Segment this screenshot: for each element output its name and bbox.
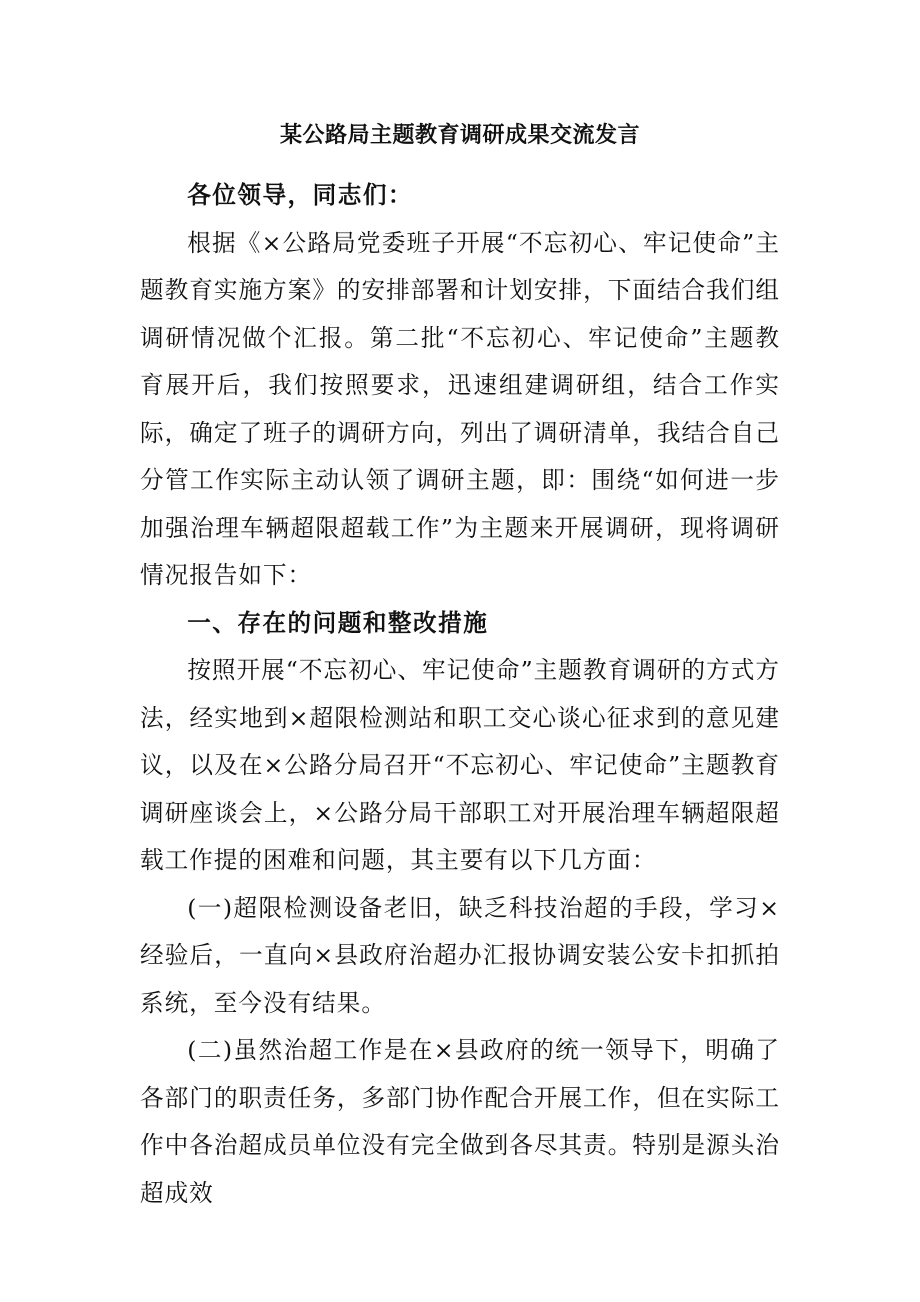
salutation: 各位领导，同志们： [187,181,414,209]
paragraph-intro: 根据《×公路局党委班子开展“不忘初心、牢记使命”主题教育实施方案》的安排部署和计划安排，下面结合我们组调研情况做个汇报。第二批“不忘初心、牢记使命”主题教育展开后，我们按照要求，迅速组建调研组，结合工作实际，确定了班子的调研方向，列出了调研清单，我结合自己分管工作实际主动认领了调研主题，即：围绕“如何进一步加强治理车辆超限超载工作”为主题来开展调研，现将调研情况报告如下： [140,228,780,589]
document-body [140,172,780,1217]
document-title: 某公路局主题教育调研成果交流发言 [279,122,640,148]
paragraph-section-intro: 按照开展“不忘初心、牢记使命”主题教育调研的方式方法，经实地到×超限检测站和职工交心谈心征求到的意见建议，以及在×公路分局召开“不忘初心、牢记使命”主题教育调研座谈会上，×公路分局干部职工对开展治理车辆超限超载工作提的困难和问题，其主要有以下几方面： [140,656,780,874]
section-heading: 一、存在的问题和整改措施 [187,608,489,637]
paragraph-item-1: (一)超限检测设备老旧，缺乏科技治超的手段，学习×经验后，一直向×县政府治超办汇报协调安装公安卡扣抓拍系统，至今没有结果。 [140,893,780,1017]
paragraph-item-2: (二)虽然治超工作是在×县政府的统一领导下，明确了各部门的职责任务，多部门协作配合开展工作，但在实际工作中各治超成员单位没有完全做到各尽其责。特别是源头治超成效 [140,1036,780,1207]
